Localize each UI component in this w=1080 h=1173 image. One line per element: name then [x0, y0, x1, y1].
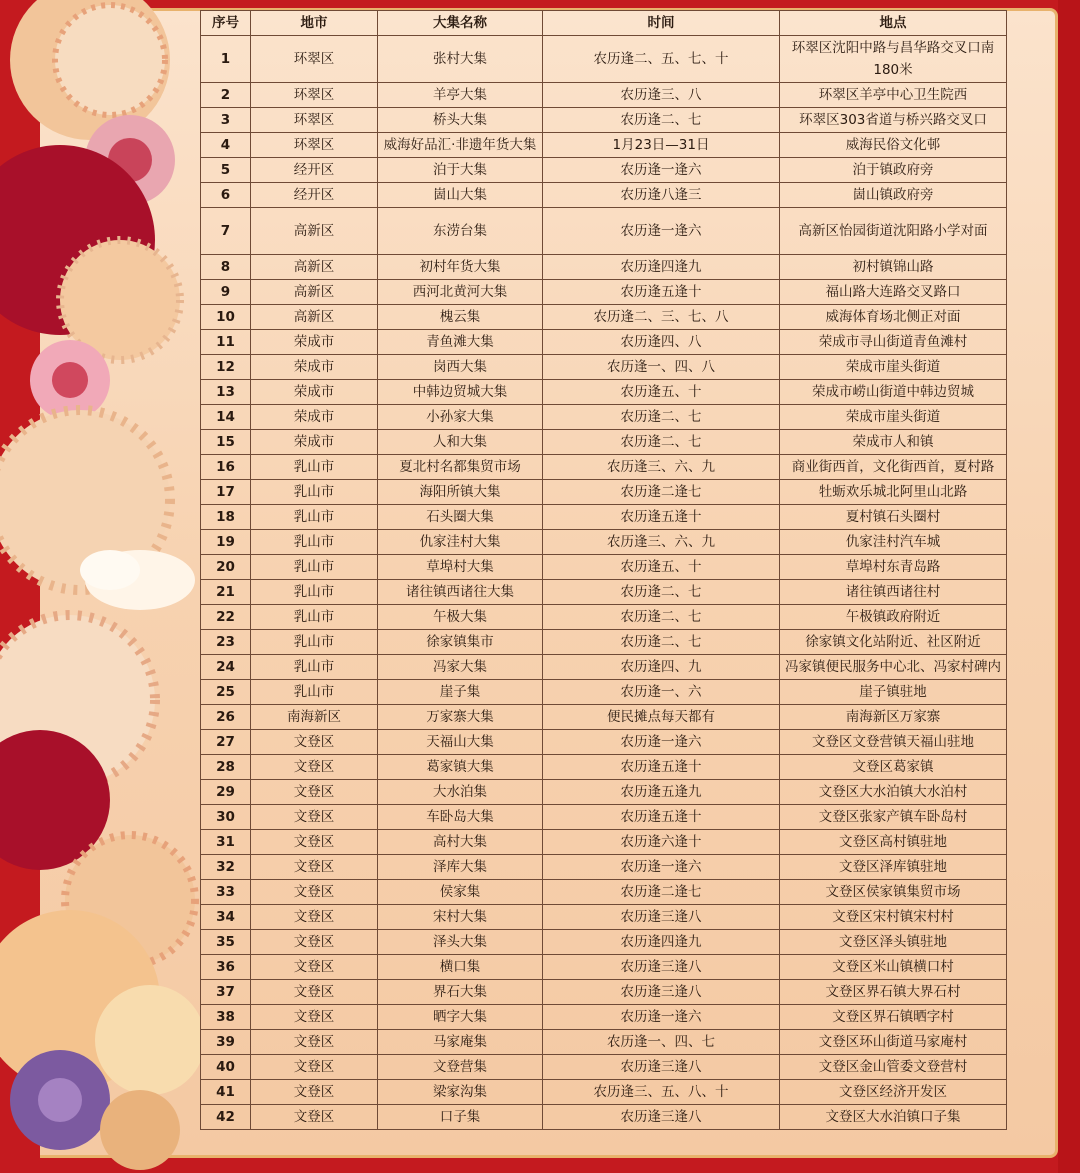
- seq-cell: 42: [201, 1105, 251, 1130]
- seq-cell: 28: [201, 755, 251, 780]
- city-cell: 文登区: [251, 980, 378, 1005]
- table-row: [201, 455, 1007, 480]
- city-cell: 环翠区: [251, 108, 378, 133]
- location-cell: 商业街西首，文化街西首，夏村路: [780, 455, 1007, 480]
- seq-cell: 7: [201, 208, 251, 255]
- city-cell: 荣成市: [251, 355, 378, 380]
- location-cell: 文登区张家产镇车卧岛村: [780, 805, 1007, 830]
- location-cell: 荣成市崂山街道中韩边贸城: [780, 380, 1007, 405]
- time-cell: 农历逢二、五、七、十: [543, 36, 780, 83]
- market-name-cell: 万家寨大集: [378, 705, 543, 730]
- time-cell: 农历逢一、四、七: [543, 1030, 780, 1055]
- right-border: [1058, 0, 1080, 1173]
- table-row: [201, 805, 1007, 830]
- market-name-cell: 侯家集: [378, 880, 543, 905]
- table-row: [201, 430, 1007, 455]
- city-cell: 荣成市: [251, 380, 378, 405]
- time-cell: 农历逢三、六、九: [543, 455, 780, 480]
- market-name-cell: 羊亭大集: [378, 83, 543, 108]
- seq-cell: 22: [201, 605, 251, 630]
- table-row: [201, 280, 1007, 305]
- city-cell: 文登区: [251, 805, 378, 830]
- header-time: 时间: [543, 11, 780, 36]
- location-cell: 环翠区羊亭中心卫生院西: [780, 83, 1007, 108]
- location-cell: 文登区界石镇大界石村: [780, 980, 1007, 1005]
- market-name-cell: 马家庵集: [378, 1030, 543, 1055]
- market-name-cell: 人和大集: [378, 430, 543, 455]
- seq-cell: 21: [201, 580, 251, 605]
- table-row: [201, 208, 1007, 255]
- location-cell: 文登区界石镇晒字村: [780, 1005, 1007, 1030]
- market-name-cell: 威海好品汇·非遗年货大集: [378, 133, 543, 158]
- seq-cell: 4: [201, 133, 251, 158]
- seq-cell: 16: [201, 455, 251, 480]
- time-cell: 农历逢二逢七: [543, 480, 780, 505]
- time-cell: 1月23日—31日: [543, 133, 780, 158]
- time-cell: 农历逢一逢六: [543, 158, 780, 183]
- seq-cell: 38: [201, 1005, 251, 1030]
- seq-cell: 5: [201, 158, 251, 183]
- seq-cell: 29: [201, 780, 251, 805]
- market-name-cell: 桥头大集: [378, 108, 543, 133]
- location-cell: 崮山镇政府旁: [780, 183, 1007, 208]
- seq-cell: 30: [201, 805, 251, 830]
- location-cell: 文登区泽库镇驻地: [780, 855, 1007, 880]
- market-name-cell: 界石大集: [378, 980, 543, 1005]
- table-row: [201, 480, 1007, 505]
- city-cell: 环翠区: [251, 36, 378, 83]
- seq-cell: 12: [201, 355, 251, 380]
- time-cell: 农历逢三逢八: [543, 1055, 780, 1080]
- market-name-cell: 徐家镇集市: [378, 630, 543, 655]
- city-cell: 乳山市: [251, 655, 378, 680]
- seq-cell: 31: [201, 830, 251, 855]
- table-row: [201, 405, 1007, 430]
- city-cell: 文登区: [251, 1005, 378, 1030]
- location-cell: 夏村镇石头圈村: [780, 505, 1007, 530]
- time-cell: 农历逢三、八: [543, 83, 780, 108]
- time-cell: 农历逢二、七: [543, 430, 780, 455]
- location-cell: 徐家镇文化站附近、社区附近: [780, 630, 1007, 655]
- time-cell: 农历逢八逢三: [543, 183, 780, 208]
- location-cell: 牡蛎欢乐城北阿里山北路: [780, 480, 1007, 505]
- market-name-cell: 泽库大集: [378, 855, 543, 880]
- market-name-cell: 口子集: [378, 1105, 543, 1130]
- city-cell: 文登区: [251, 1105, 378, 1130]
- location-cell: 泊于镇政府旁: [780, 158, 1007, 183]
- table-row: [201, 680, 1007, 705]
- seq-cell: 20: [201, 555, 251, 580]
- city-cell: 文登区: [251, 855, 378, 880]
- table-row: [201, 580, 1007, 605]
- market-name-cell: 西河北黄河大集: [378, 280, 543, 305]
- city-cell: 文登区: [251, 830, 378, 855]
- city-cell: 文登区: [251, 880, 378, 905]
- location-cell: 文登区葛家镇: [780, 755, 1007, 780]
- market-name-cell: 泊于大集: [378, 158, 543, 183]
- market-name-cell: 小孙家大集: [378, 405, 543, 430]
- seq-cell: 15: [201, 430, 251, 455]
- market-schedule-table: [200, 10, 1007, 1130]
- market-name-cell: 青鱼滩大集: [378, 330, 543, 355]
- market-name-cell: 天福山大集: [378, 730, 543, 755]
- seq-cell: 13: [201, 380, 251, 405]
- seq-cell: 24: [201, 655, 251, 680]
- market-name-cell: 葛家镇大集: [378, 755, 543, 780]
- location-cell: 仇家洼村汽车城: [780, 530, 1007, 555]
- table-row: [201, 1105, 1007, 1130]
- seq-cell: 17: [201, 480, 251, 505]
- city-cell: 南海新区: [251, 705, 378, 730]
- city-cell: 高新区: [251, 305, 378, 330]
- time-cell: 农历逢一逢六: [543, 730, 780, 755]
- location-cell: 初村镇锦山路: [780, 255, 1007, 280]
- location-cell: 文登区宋村镇宋村村: [780, 905, 1007, 930]
- table-row: [201, 505, 1007, 530]
- header-market-name: 大集名称: [378, 11, 543, 36]
- location-cell: 崖子镇驻地: [780, 680, 1007, 705]
- seq-cell: 2: [201, 83, 251, 108]
- seq-cell: 1: [201, 36, 251, 83]
- seq-cell: 10: [201, 305, 251, 330]
- location-cell: 福山路大连路交叉路口: [780, 280, 1007, 305]
- market-name-cell: 东涝台集: [378, 208, 543, 255]
- table-row: [201, 1030, 1007, 1055]
- table-row: [201, 630, 1007, 655]
- time-cell: 农历逢三、五、八、十: [543, 1080, 780, 1105]
- table-row: [201, 133, 1007, 158]
- time-cell: 农历逢三逢八: [543, 1105, 780, 1130]
- market-name-cell: 张村大集: [378, 36, 543, 83]
- seq-cell: 40: [201, 1055, 251, 1080]
- city-cell: 乳山市: [251, 580, 378, 605]
- table-row: [201, 880, 1007, 905]
- city-cell: 环翠区: [251, 133, 378, 158]
- city-cell: 高新区: [251, 280, 378, 305]
- table-row: [201, 705, 1007, 730]
- seq-cell: 25: [201, 680, 251, 705]
- location-cell: 诸往镇西诸往村: [780, 580, 1007, 605]
- seq-cell: 35: [201, 930, 251, 955]
- time-cell: 农历逢二逢七: [543, 880, 780, 905]
- city-cell: 乳山市: [251, 605, 378, 630]
- seq-cell: 6: [201, 183, 251, 208]
- time-cell: 农历逢五逢十: [543, 755, 780, 780]
- time-cell: 农历逢四、九: [543, 655, 780, 680]
- city-cell: 文登区: [251, 955, 378, 980]
- city-cell: 乳山市: [251, 480, 378, 505]
- market-name-cell: 崮山大集: [378, 183, 543, 208]
- location-cell: 荣成市寻山街道青鱼滩村: [780, 330, 1007, 355]
- market-name-cell: 岗西大集: [378, 355, 543, 380]
- seq-cell: 8: [201, 255, 251, 280]
- location-cell: 文登区金山管委文登营村: [780, 1055, 1007, 1080]
- city-cell: 乳山市: [251, 455, 378, 480]
- location-cell: 荣成市崖头街道: [780, 405, 1007, 430]
- table-row: [201, 305, 1007, 330]
- seq-cell: 41: [201, 1080, 251, 1105]
- table-row: [201, 980, 1007, 1005]
- time-cell: 农历逢二、七: [543, 605, 780, 630]
- time-cell: 农历逢一逢六: [543, 208, 780, 255]
- seq-cell: 26: [201, 705, 251, 730]
- table-row: [201, 330, 1007, 355]
- location-cell: 文登区文登营镇天福山驻地: [780, 730, 1007, 755]
- market-name-cell: 横口集: [378, 955, 543, 980]
- time-cell: 农历逢三逢八: [543, 955, 780, 980]
- market-name-cell: 冯家大集: [378, 655, 543, 680]
- header-row: [201, 11, 1007, 36]
- city-cell: 文登区: [251, 780, 378, 805]
- location-cell: 文登区米山镇横口村: [780, 955, 1007, 980]
- city-cell: 荣成市: [251, 430, 378, 455]
- location-cell: 环翠区沈阳中路与昌华路交叉口南180米: [780, 36, 1007, 83]
- table-row: [201, 780, 1007, 805]
- table-row: [201, 905, 1007, 930]
- market-name-cell: 大水泊集: [378, 780, 543, 805]
- location-cell: 文登区大水泊镇大水泊村: [780, 780, 1007, 805]
- time-cell: 农历逢二、三、七、八: [543, 305, 780, 330]
- location-cell: 荣成市崖头街道: [780, 355, 1007, 380]
- location-cell: 文登区经济开发区: [780, 1080, 1007, 1105]
- table-row: [201, 1055, 1007, 1080]
- city-cell: 高新区: [251, 208, 378, 255]
- market-name-cell: 午极大集: [378, 605, 543, 630]
- location-cell: 高新区怡园街道沈阳路小学对面: [780, 208, 1007, 255]
- time-cell: 农历逢四、八: [543, 330, 780, 355]
- table-row: [201, 158, 1007, 183]
- city-cell: 文登区: [251, 755, 378, 780]
- time-cell: 农历逢五逢十: [543, 505, 780, 530]
- market-name-cell: 仇家洼村大集: [378, 530, 543, 555]
- location-cell: 文登区大水泊镇口子集: [780, 1105, 1007, 1130]
- table-row: [201, 830, 1007, 855]
- seq-cell: 14: [201, 405, 251, 430]
- header-seq: 序号: [201, 11, 251, 36]
- time-cell: 农历逢五、十: [543, 555, 780, 580]
- location-cell: 午极镇政府附近: [780, 605, 1007, 630]
- city-cell: 经开区: [251, 158, 378, 183]
- time-cell: 农历逢三逢八: [543, 980, 780, 1005]
- table-row: [201, 655, 1007, 680]
- table-row: [201, 530, 1007, 555]
- table-row: [201, 380, 1007, 405]
- location-cell: 文登区高村镇驻地: [780, 830, 1007, 855]
- time-cell: 农历逢五逢九: [543, 780, 780, 805]
- location-cell: 威海体育场北侧正对面: [780, 305, 1007, 330]
- time-cell: 农历逢一、四、八: [543, 355, 780, 380]
- table-row: [201, 83, 1007, 108]
- time-cell: 农历逢五逢十: [543, 805, 780, 830]
- city-cell: 文登区: [251, 1080, 378, 1105]
- market-name-cell: 梁家沟集: [378, 1080, 543, 1105]
- market-name-cell: 中韩边贸城大集: [378, 380, 543, 405]
- city-cell: 乳山市: [251, 680, 378, 705]
- city-cell: 乳山市: [251, 505, 378, 530]
- location-cell: 草埠村东青岛路: [780, 555, 1007, 580]
- city-cell: 高新区: [251, 255, 378, 280]
- market-name-cell: 文登营集: [378, 1055, 543, 1080]
- seq-cell: 33: [201, 880, 251, 905]
- market-name-cell: 草埠村大集: [378, 555, 543, 580]
- market-name-cell: 槐云集: [378, 305, 543, 330]
- city-cell: 文登区: [251, 930, 378, 955]
- city-cell: 乳山市: [251, 530, 378, 555]
- market-name-cell: 车卧岛大集: [378, 805, 543, 830]
- time-cell: 便民摊点每天都有: [543, 705, 780, 730]
- location-cell: 威海民俗文化邨: [780, 133, 1007, 158]
- time-cell: 农历逢一逢六: [543, 1005, 780, 1030]
- table-row: [201, 1080, 1007, 1105]
- market-name-cell: 宋村大集: [378, 905, 543, 930]
- city-cell: 荣成市: [251, 405, 378, 430]
- market-name-cell: 夏北村名都集贸市场: [378, 455, 543, 480]
- header-city: 地市: [251, 11, 378, 36]
- table-row: [201, 255, 1007, 280]
- market-name-cell: 崖子集: [378, 680, 543, 705]
- location-cell: 冯家镇便民服务中心北、冯家村碑内: [780, 655, 1007, 680]
- market-name-cell: 高村大集: [378, 830, 543, 855]
- time-cell: 农历逢一、六: [543, 680, 780, 705]
- time-cell: 农历逢二、七: [543, 108, 780, 133]
- seq-cell: 27: [201, 730, 251, 755]
- time-cell: 农历逢五、十: [543, 380, 780, 405]
- table-row: [201, 108, 1007, 133]
- table-row: [201, 605, 1007, 630]
- market-name-cell: 诸往镇西诸往大集: [378, 580, 543, 605]
- city-cell: 文登区: [251, 730, 378, 755]
- city-cell: 环翠区: [251, 83, 378, 108]
- seq-cell: 32: [201, 855, 251, 880]
- seq-cell: 18: [201, 505, 251, 530]
- time-cell: 农历逢四逢九: [543, 930, 780, 955]
- city-cell: 乳山市: [251, 630, 378, 655]
- time-cell: 农历逢三、六、九: [543, 530, 780, 555]
- market-name-cell: 泽头大集: [378, 930, 543, 955]
- table-row: [201, 355, 1007, 380]
- table-row: [201, 555, 1007, 580]
- time-cell: 农历逢二、七: [543, 580, 780, 605]
- seq-cell: 19: [201, 530, 251, 555]
- time-cell: 农历逢四逢九: [543, 255, 780, 280]
- location-cell: 荣成市人和镇: [780, 430, 1007, 455]
- decorative-fans-illustration: [0, 0, 200, 1173]
- seq-cell: 23: [201, 630, 251, 655]
- seq-cell: 11: [201, 330, 251, 355]
- market-name-cell: 初村年货大集: [378, 255, 543, 280]
- city-cell: 经开区: [251, 183, 378, 208]
- table-row: [201, 183, 1007, 208]
- seq-cell: 37: [201, 980, 251, 1005]
- city-cell: 乳山市: [251, 555, 378, 580]
- table-body: [201, 36, 1007, 1130]
- time-cell: 农历逢六逢十: [543, 830, 780, 855]
- location-cell: 文登区侯家镇集贸市场: [780, 880, 1007, 905]
- city-cell: 荣成市: [251, 330, 378, 355]
- time-cell: 农历逢三逢八: [543, 905, 780, 930]
- market-name-cell: 石头圈大集: [378, 505, 543, 530]
- location-cell: 环翠区303省道与桥兴路交叉口: [780, 108, 1007, 133]
- seq-cell: 34: [201, 905, 251, 930]
- table-row: [201, 955, 1007, 980]
- city-cell: 文登区: [251, 905, 378, 930]
- location-cell: 文登区泽头镇驻地: [780, 930, 1007, 955]
- table-row: [201, 930, 1007, 955]
- table-row: [201, 36, 1007, 83]
- city-cell: 文登区: [251, 1055, 378, 1080]
- seq-cell: 39: [201, 1030, 251, 1055]
- time-cell: 农历逢二、七: [543, 630, 780, 655]
- location-cell: 南海新区万家寨: [780, 705, 1007, 730]
- time-cell: 农历逢二、七: [543, 405, 780, 430]
- seq-cell: 9: [201, 280, 251, 305]
- market-name-cell: 海阳所镇大集: [378, 480, 543, 505]
- seq-cell: 36: [201, 955, 251, 980]
- table-row: [201, 730, 1007, 755]
- header-location: 地点: [780, 11, 1007, 36]
- seq-cell: 3: [201, 108, 251, 133]
- city-cell: 文登区: [251, 1030, 378, 1055]
- table-row: [201, 755, 1007, 780]
- table-row: [201, 1005, 1007, 1030]
- location-cell: 文登区环山街道马家庵村: [780, 1030, 1007, 1055]
- time-cell: 农历逢五逢十: [543, 280, 780, 305]
- market-name-cell: 晒字大集: [378, 1005, 543, 1030]
- table-row: [201, 855, 1007, 880]
- time-cell: 农历逢一逢六: [543, 855, 780, 880]
